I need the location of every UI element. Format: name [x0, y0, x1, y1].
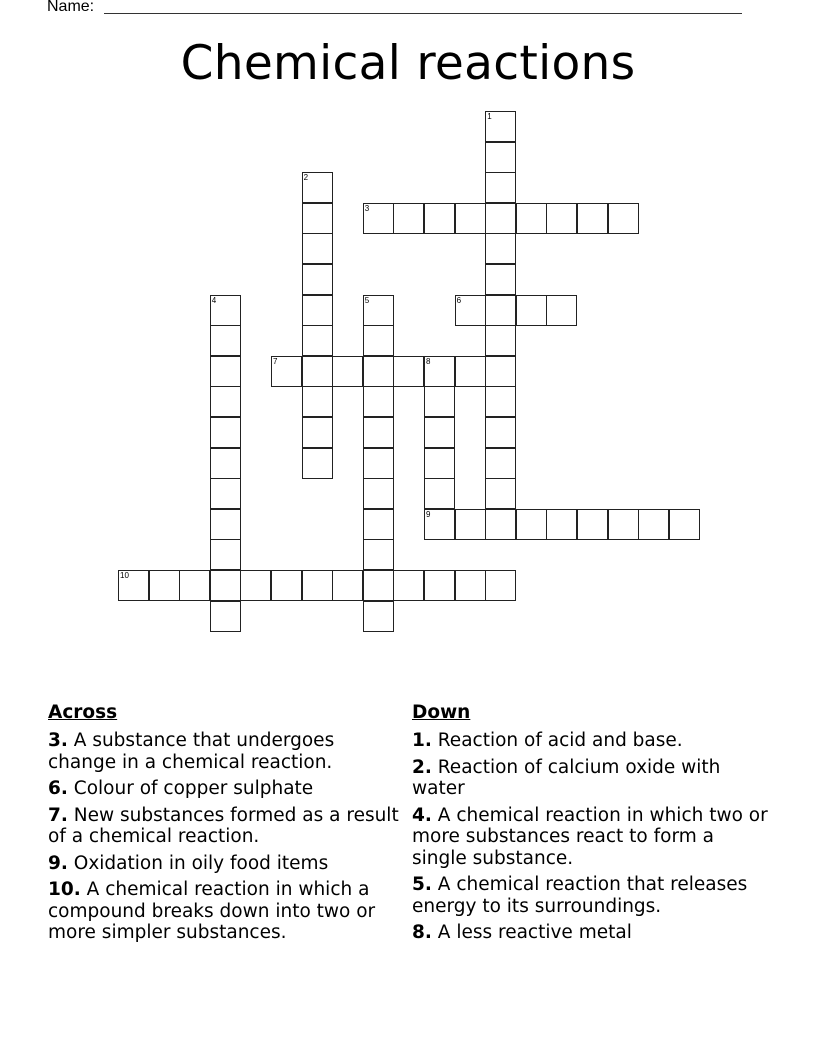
crossword-cell[interactable]: [485, 203, 516, 234]
clue-item: [48, 778, 408, 800]
crossword-cell[interactable]: [271, 570, 302, 601]
crossword-cell[interactable]: [210, 478, 241, 509]
crossword-cell[interactable]: [546, 509, 577, 540]
clue-text: A substance that undergoes change in a chemical reaction.: [48, 730, 335, 773]
crossword-cell[interactable]: [302, 570, 333, 601]
crossword-cell[interactable]: [363, 356, 394, 387]
crossword-cell[interactable]: [638, 509, 669, 540]
clues-across-heading: Across: [48, 702, 118, 723]
cell-number: 7: [273, 356, 278, 366]
crossword-cell[interactable]: [393, 570, 424, 601]
clue-item: [412, 757, 772, 800]
clue-item: [48, 853, 408, 875]
cell-number: 10: [120, 571, 129, 580]
crossword-cell[interactable]: [210, 386, 241, 417]
crossword-cell[interactable]: [393, 203, 424, 234]
clues-across-section: [48, 701, 408, 949]
clue-item: [412, 805, 772, 870]
crossword-cell[interactable]: [363, 539, 394, 570]
crossword-cell[interactable]: [485, 417, 516, 448]
crossword-cell[interactable]: [546, 203, 577, 234]
crossword-cell[interactable]: [363, 509, 394, 540]
crossword-cell[interactable]: [363, 417, 394, 448]
crossword-cell[interactable]: [179, 570, 210, 601]
crossword-cell[interactable]: [485, 111, 516, 142]
crossword-cell[interactable]: [424, 356, 455, 387]
crossword-cell[interactable]: [302, 172, 333, 203]
crossword-cell[interactable]: [424, 203, 455, 234]
crossword-cell[interactable]: [149, 570, 180, 601]
clues-down-list: [412, 730, 772, 944]
cell-number: 8: [426, 356, 431, 366]
crossword-cell[interactable]: [577, 203, 608, 234]
crossword-cell[interactable]: [363, 203, 394, 234]
crossword-cell[interactable]: [363, 448, 394, 479]
clue-text: Reaction of acid and base.: [431, 730, 683, 751]
crossword-cell[interactable]: [424, 570, 455, 601]
clue-item: [48, 879, 408, 944]
crossword-cell[interactable]: [485, 448, 516, 479]
crossword-cell[interactable]: [393, 356, 424, 387]
crossword-cell[interactable]: [516, 203, 547, 234]
crossword-cell[interactable]: [302, 356, 333, 387]
clue-text: A chemical reaction in which two or more substances react to form a single substance.: [412, 804, 768, 869]
crossword-cell[interactable]: [485, 478, 516, 509]
crossword-cell[interactable]: [271, 356, 302, 387]
cell-number: 5: [364, 295, 370, 305]
clue-text: Reaction of calcium oxide with water: [412, 756, 721, 799]
crossword-cell[interactable]: [669, 509, 700, 540]
cell-number: 3: [364, 203, 370, 213]
crossword-cell[interactable]: [516, 295, 547, 326]
clue-number: 4.: [412, 804, 432, 826]
cell-number: 6: [456, 295, 462, 305]
clue-number: 1.: [412, 730, 432, 751]
clues-across-list: [48, 730, 408, 944]
crossword-cell[interactable]: [455, 356, 486, 387]
crossword-cell[interactable]: [210, 325, 241, 356]
crossword-cell[interactable]: [485, 325, 516, 356]
crossword-cell[interactable]: [455, 295, 486, 326]
crossword-cell[interactable]: [363, 601, 394, 632]
crossword-cell[interactable]: [516, 509, 547, 540]
crossword-cell[interactable]: [240, 570, 271, 601]
crossword-cell[interactable]: [302, 203, 333, 234]
crossword-cell[interactable]: [302, 417, 333, 448]
crossword-cell[interactable]: [118, 570, 149, 601]
crossword-cell[interactable]: [363, 325, 394, 356]
crossword-cell[interactable]: [608, 509, 639, 540]
crossword-cell[interactable]: [424, 509, 455, 540]
crossword-cell[interactable]: [332, 356, 363, 387]
cell-number: 9: [426, 509, 431, 519]
clue-number: 5.: [412, 874, 432, 895]
crossword-cell[interactable]: [485, 509, 516, 540]
crossword-cell[interactable]: [210, 295, 241, 326]
crossword-cell[interactable]: [455, 570, 486, 601]
clue-text: A less reactive metal: [431, 922, 632, 943]
crossword-cell[interactable]: [485, 570, 516, 601]
clues-down-heading: Down: [412, 702, 471, 723]
crossword-cell[interactable]: [363, 295, 394, 326]
clue-number: 7.: [48, 804, 68, 826]
cell-number: 1: [487, 112, 492, 121]
clue-text: Colour of copper sulphate: [67, 778, 314, 799]
crossword-cell[interactable]: [210, 356, 241, 387]
crossword-cell[interactable]: [424, 386, 455, 417]
crossword-cell[interactable]: [485, 295, 516, 326]
cell-number: 2: [303, 173, 309, 183]
crossword-cell[interactable]: [210, 601, 241, 632]
crossword-cell[interactable]: [424, 478, 455, 509]
crossword-cell[interactable]: [210, 539, 241, 570]
crossword-cell[interactable]: [302, 264, 333, 295]
crossword-cell[interactable]: [332, 570, 363, 601]
clue-text: New substances formed as a result of a chemical reaction.: [48, 804, 399, 847]
cell-number: 4: [211, 295, 217, 305]
crossword-cell[interactable]: [210, 448, 241, 479]
crossword-cell[interactable]: [302, 448, 333, 479]
clue-text: A chemical reaction in which a compound breaks down into two or more simpler substances.: [48, 879, 376, 943]
crossword-cell[interactable]: [302, 295, 333, 326]
crossword-cell[interactable]: [485, 356, 516, 387]
clue-item: [48, 730, 408, 773]
clue-item: [412, 730, 772, 752]
clue-number: 3.: [48, 730, 68, 751]
crossword-cell[interactable]: [424, 448, 455, 479]
clue-text: A chemical reaction that releases energy to its surroundings.: [412, 874, 748, 917]
clue-number: 6.: [48, 778, 68, 799]
clue-item: [412, 874, 772, 917]
clue-number: 2.: [412, 756, 432, 778]
clue-item: [412, 922, 772, 944]
crossword-cell[interactable]: [455, 203, 486, 234]
page-title: Chemical reactions: [180, 36, 636, 91]
crossword-cell[interactable]: [485, 264, 516, 295]
clue-item: [48, 805, 408, 848]
crossword-cell[interactable]: [485, 233, 516, 264]
crossword-cell[interactable]: [210, 509, 241, 540]
crossword-cell[interactable]: [302, 325, 333, 356]
clue-number: 8.: [412, 922, 432, 943]
crossword-cell[interactable]: [424, 417, 455, 448]
crossword-cell[interactable]: [363, 570, 394, 601]
name-label: Name:: [47, 0, 95, 15]
crossword-cell[interactable]: [210, 417, 241, 448]
crossword-cell[interactable]: [577, 509, 608, 540]
crossword-cell[interactable]: [210, 570, 241, 601]
crossword-cell[interactable]: [485, 142, 516, 173]
name-input-line[interactable]: [104, 13, 742, 14]
clue-number: 9.: [48, 852, 68, 874]
clue-text: Oxidation in oily food items: [67, 852, 329, 874]
crossword-cell[interactable]: [455, 509, 486, 540]
crossword-cell[interactable]: [363, 478, 394, 509]
clue-number: 10.: [48, 879, 81, 900]
clues-down-section: [412, 701, 772, 949]
crossword-cell[interactable]: [302, 386, 333, 417]
crossword-cell[interactable]: [485, 386, 516, 417]
crossword-cell[interactable]: [608, 203, 639, 234]
crossword-cell[interactable]: [363, 386, 394, 417]
crossword-cell[interactable]: [546, 295, 577, 326]
crossword-cell[interactable]: [485, 172, 516, 203]
crossword-cell[interactable]: [302, 233, 333, 264]
